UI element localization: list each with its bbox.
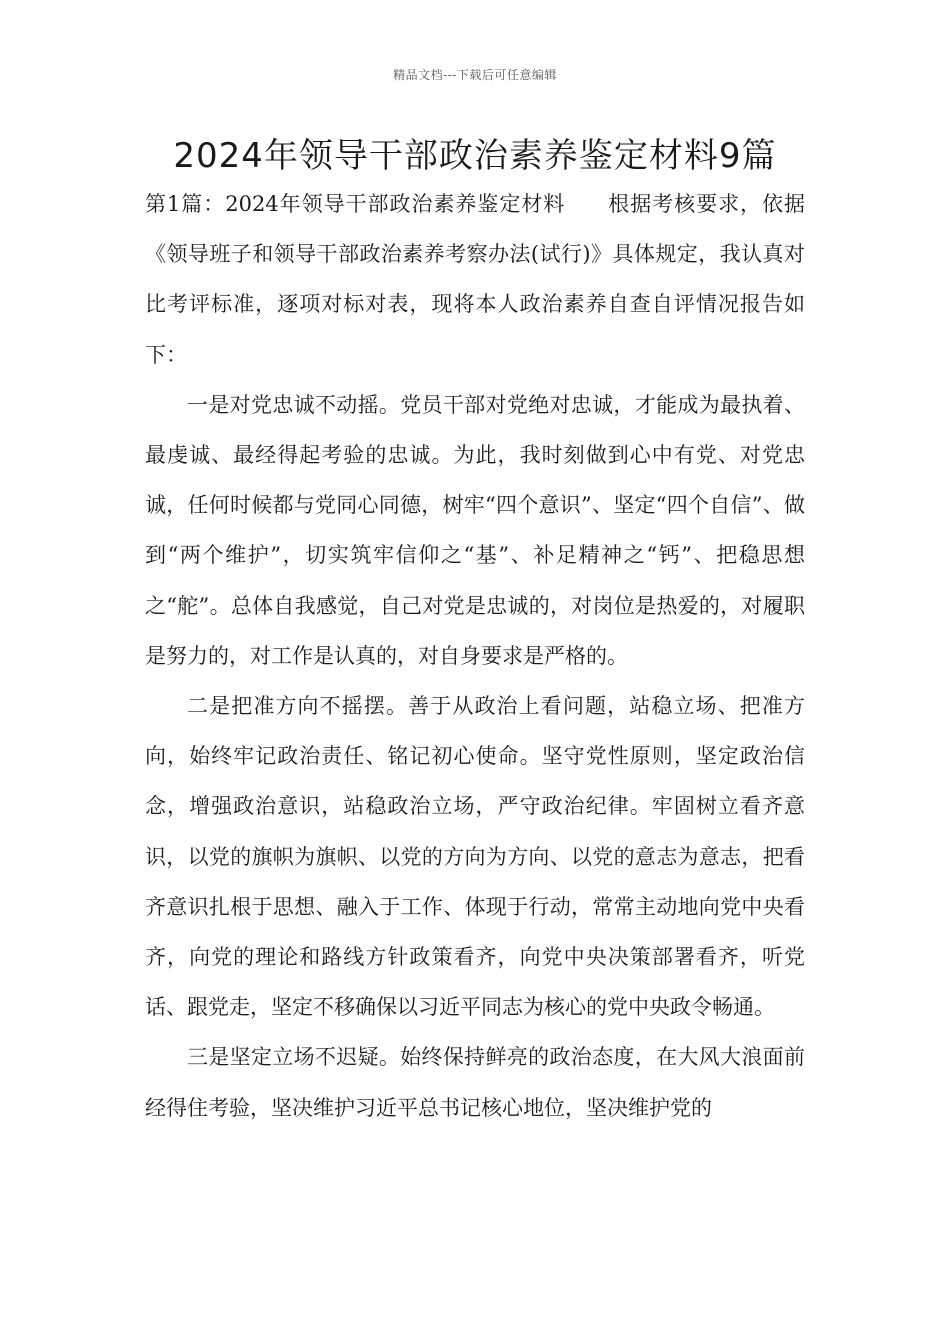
document-title: 2024年领导干部政治素养鉴定材料9篇 — [173, 136, 777, 176]
intro-paragraph — [145, 179, 805, 380]
intro-heading: 第1篇：2024年领导干部政治素养鉴定材料 — [145, 192, 566, 216]
intro-text: 根据考核要求，依据《领导班子和领导干部政治素养考察办法(试行)》具体规定，我认真对比考评标准，逐项对标对表，现将本人政治素养自查自评情况报告如下： — [145, 192, 805, 367]
document-body — [145, 179, 805, 1133]
paragraph-direction: 二是把准方向不摇摆。善于从政治上看问题，站稳立场、把准方向，始终牢记政治责任、铭记初心使命。坚守党性原则，坚定政治信念，增强政治意识，站稳政治立场，严守政治纪律。牢固树立看齐意识，以党的旗帜为旗帜、以党的方向为方向、以党的意志为意志，把看齐意识扎根于思想、融入于工作、体现于行动，常常主动地向党中央看齐，向党的理论和路线方针政策看齐，向党中央决策部署看齐，听党话、跟党走，坚定不移确保以习近平同志为核心的党中央政令畅通。 — [145, 694, 805, 1020]
header-note: 精品文档---下载后可任意编辑 — [393, 68, 557, 82]
paragraph-stance: 三是坚定立场不迟疑。始终保持鲜亮的政治态度，在大风大浪面前经得住考验，坚决维护习近平总书记核心地位，坚决维护党的 — [145, 1045, 805, 1120]
paragraph-loyalty: 一是对党忠诚不动摇。党员干部对党绝对忠诚，才能成为最执着、最虔诚、最经得起考验的忠诚。为此，我时刻做到心中有党、对党忠诚，任何时候都与党同心同德，树牢“四个意识”、坚定“四个自信”、做到“两个维护”，切实筑牢信仰之“基”、补足精神之“钙”、把稳思想之“舵”。总体自我感觉，自己对党是忠诚的，对岗位是热爱的，对履职是努力的，对工作是认真的，对自身要求是严格的。 — [145, 392, 805, 668]
